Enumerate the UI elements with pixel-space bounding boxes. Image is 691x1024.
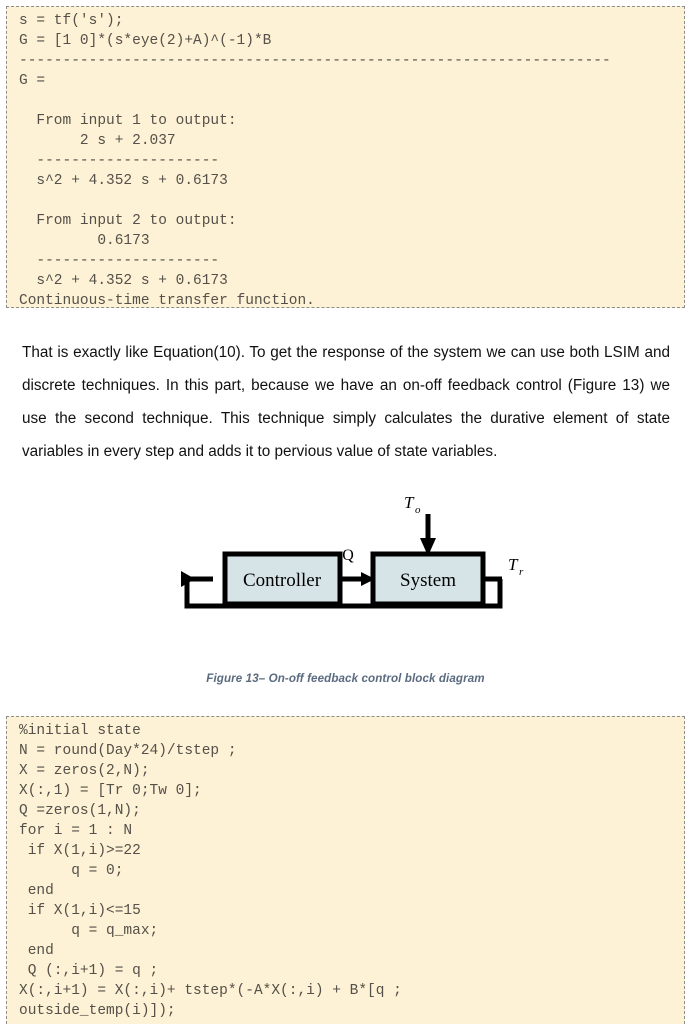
code-line — [7, 191, 684, 211]
to-disturbance-subscript: o — [415, 504, 421, 516]
code-line: s^2 + 4.352 s + 0.6173 — [19, 273, 228, 289]
code-line: s = tf('s'); — [19, 13, 124, 29]
code-line: X(:,i+1) = X(:,i)+ tstep*(-A*X(:,i) + B*[q ; — [19, 983, 402, 999]
code-line: From input 1 to output: — [19, 113, 237, 129]
code-line: 2 s + 2.037 — [19, 133, 176, 149]
tr-output-subscript: r — [519, 566, 524, 578]
code-line: G = — [19, 73, 46, 89]
code-line: end — [19, 943, 54, 959]
code-line: if X(1,i)<=15 — [19, 903, 141, 919]
code-line: s^2 + 4.352 s + 0.6173 — [19, 173, 228, 189]
code-line: -------------------------------------------------------------------- — [19, 53, 611, 69]
code-line: --------------------- — [19, 253, 220, 269]
code-line — [7, 91, 684, 111]
code-line: X = zeros(2,N); — [19, 763, 150, 779]
code-line: 0.6173 — [19, 233, 150, 249]
code-line: Continuous-time transfer function. — [19, 293, 315, 308]
code-line: G = [1 0]*(s*eye(2)+A)^(-1)*B — [19, 33, 272, 49]
controller-box-label: Controller — [242, 570, 322, 591]
to-disturbance-label: T — [404, 493, 414, 512]
tr-output-label: T — [508, 555, 518, 574]
code-block-simulation-loop — [6, 716, 685, 1024]
code-line: X(:,1) = [Tr 0;Tw 0]; — [19, 783, 202, 799]
figure-caption: Figure 13– On-off feedback control block diagram — [206, 672, 485, 685]
system-box-label: System — [400, 570, 456, 591]
q-signal-label: Q — [342, 547, 354, 564]
block-diagram-svg — [0, 486, 691, 671]
code-line: Q =zeros(1,N); — [19, 803, 141, 819]
code-line: Q (:,i+1) = q ; — [19, 963, 159, 979]
code-line: outside_temp(i)]); — [19, 1003, 176, 1019]
code-line: From input 2 to output: — [19, 213, 237, 229]
code-line: end — [19, 883, 54, 899]
code-line: for i = 1 : N — [19, 823, 133, 839]
code-line: q = q_max; — [19, 923, 159, 939]
figure-13 — [0, 486, 691, 701]
code-block-transfer-function — [6, 6, 685, 308]
body-paragraph: That is exactly like Equation(10). To get the response of the system we can use both LSIM and discrete techniques. In this part, because we have an on-off feedback control (Figure 13) we use the second technique. This technique simply calculates the durative element of state variables in every step and adds it to pervious value of state variables. — [22, 344, 670, 460]
code-line: --------------------- — [19, 153, 220, 169]
code-line: %initial state — [19, 723, 141, 739]
code-line: q = 0; — [19, 863, 124, 879]
code-line: if X(1,i)>=22 — [19, 843, 141, 859]
code-line: N = round(Day*24)/tstep ; — [19, 743, 237, 759]
